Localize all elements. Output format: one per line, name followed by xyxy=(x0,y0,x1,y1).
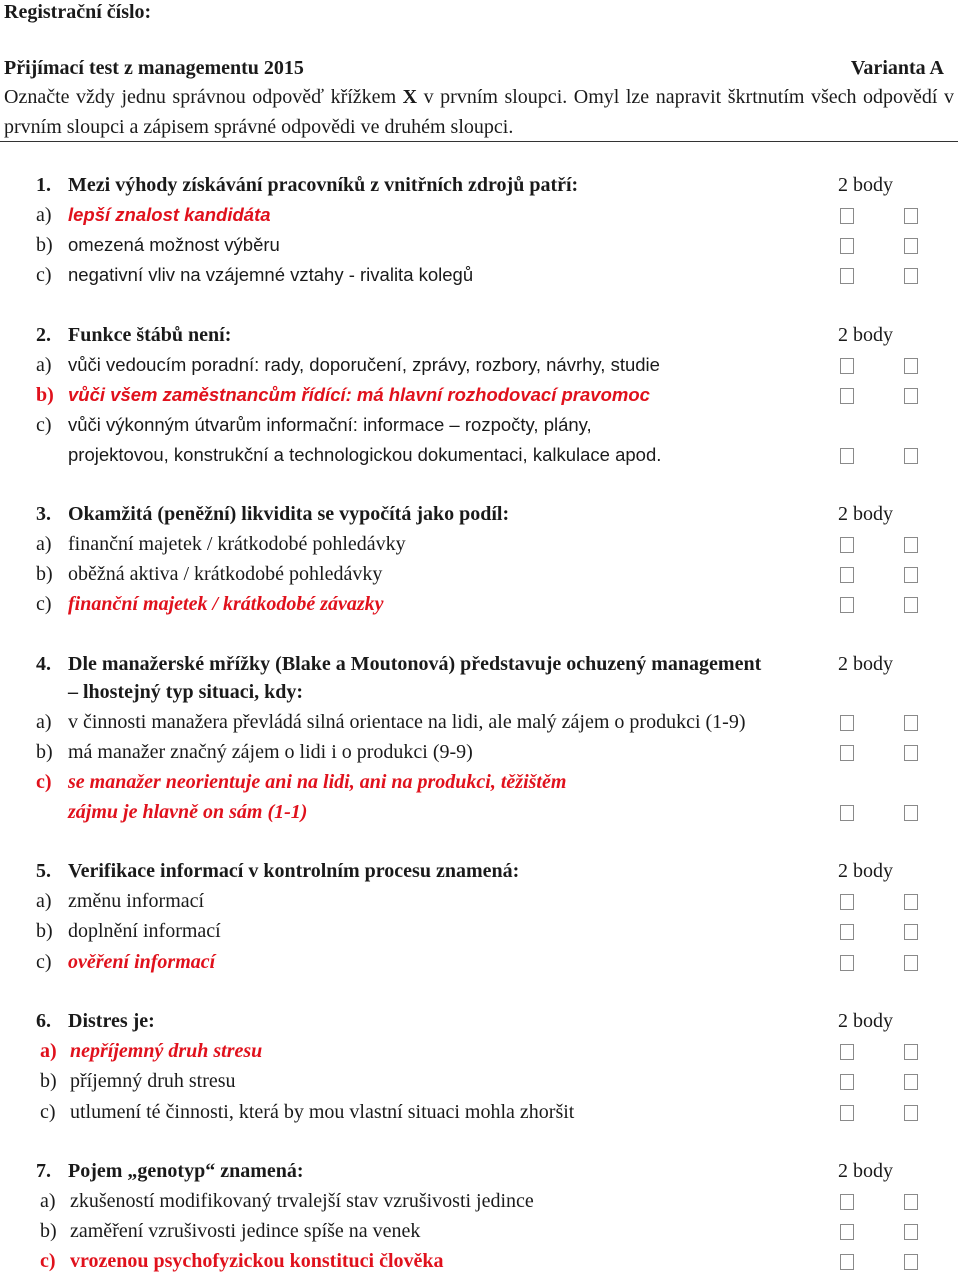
answer-checkbox-second[interactable] xyxy=(904,805,918,821)
answer-letter: a) xyxy=(36,890,52,912)
question-text-continued: – lhostejný typ situaci, kdy: xyxy=(68,681,304,703)
answer-checkbox-second[interactable] xyxy=(904,1224,918,1240)
answer-letter: a) xyxy=(40,1190,56,1212)
answer-letter: a) xyxy=(40,1040,57,1062)
answer-checkbox-first[interactable] xyxy=(840,1105,854,1121)
answer-text-correct: lepší znalost kandidáta xyxy=(68,204,271,225)
question-text: Pojem „genotyp“ znamená: xyxy=(68,1160,304,1182)
answer-letter: b) xyxy=(36,384,54,406)
question-points: 2 body xyxy=(838,1010,893,1032)
answer-checkbox-second[interactable] xyxy=(904,955,918,971)
answer-text: utlumení té činnosti, která by mou vlastní situaci mohla zhoršit xyxy=(70,1101,575,1123)
question-number: 2. xyxy=(36,324,51,346)
question-points: 2 body xyxy=(838,324,893,346)
answer-checkbox-second[interactable] xyxy=(904,924,918,940)
answer-letter: a) xyxy=(36,354,52,376)
answer-text: negativní vliv na vzájemné vztahy - rivalita kolegů xyxy=(68,264,474,285)
answer-letter: b) xyxy=(36,741,53,763)
instruction-text-2: v prvním sloupci. Omyl lze napravit škrtnutím všech odpovědí v prvním sloupci a zápisem správné odpovědi ve druhém sloupci. xyxy=(4,86,954,138)
question-number: 4. xyxy=(36,653,51,675)
answer-letter: c) xyxy=(36,951,52,973)
question-text: Dle manažerské mřížky (Blake a Moutonová) představuje ochuzený management xyxy=(68,653,762,675)
answer-checkbox-second[interactable] xyxy=(904,567,918,583)
answer-checkbox-first[interactable] xyxy=(840,1254,854,1270)
answer-checkbox-first[interactable] xyxy=(840,208,854,224)
answer-checkbox-second[interactable] xyxy=(904,1194,918,1210)
answer-checkbox-first[interactable] xyxy=(840,894,854,910)
answer-letter: a) xyxy=(36,533,52,555)
answer-checkbox-second[interactable] xyxy=(904,1044,918,1060)
answer-text: má manažer značný zájem o lidi i o produkci (9-9) xyxy=(68,741,473,763)
answer-text-correct: vůči všem zaměstnancům řídící: má hlavní rozhodovací pravomoc xyxy=(68,384,650,405)
answer-letter: b) xyxy=(40,1220,57,1242)
answer-text: doplnění informací xyxy=(68,920,221,942)
answer-text: příjemný druh stresu xyxy=(70,1070,236,1092)
question-number: 5. xyxy=(36,860,51,882)
answer-checkbox-first[interactable] xyxy=(840,567,854,583)
question-points: 2 body xyxy=(838,503,893,525)
answer-text-correct: nepříjemný druh stresu xyxy=(70,1040,263,1062)
question-text: Okamžitá (peněžní) likvidita se vypočítá jako podíl: xyxy=(68,503,510,525)
question-text: Funkce štábů není: xyxy=(68,324,232,346)
answer-checkbox-second[interactable] xyxy=(904,388,918,404)
header-divider xyxy=(0,141,958,142)
answer-checkbox-first[interactable] xyxy=(840,388,854,404)
answer-checkbox-first[interactable] xyxy=(840,537,854,553)
answer-text: finanční majetek / krátkodobé pohledávky xyxy=(68,533,406,555)
answer-checkbox-first[interactable] xyxy=(840,358,854,374)
answer-checkbox-second[interactable] xyxy=(904,358,918,374)
answer-checkbox-first[interactable] xyxy=(840,238,854,254)
question-points: 2 body xyxy=(838,860,893,882)
answer-checkbox-first[interactable] xyxy=(840,715,854,731)
answer-checkbox-first[interactable] xyxy=(840,1074,854,1090)
answer-text: vůči výkonným útvarům informační: informace – rozpočty, plány, xyxy=(68,414,592,435)
answer-checkbox-second[interactable] xyxy=(904,537,918,553)
answer-text: omezená možnost výběru xyxy=(68,234,280,255)
question-text: Distres je: xyxy=(68,1010,155,1032)
instructions xyxy=(4,82,954,142)
instruction-text-1: Označte vždy jednu správnou odpověď křížkem xyxy=(4,86,403,108)
answer-checkbox-first[interactable] xyxy=(840,805,854,821)
answer-text-correct: finanční majetek / krátkodobé závazky xyxy=(68,593,384,615)
question-number: 7. xyxy=(36,1160,51,1182)
answer-letter: b) xyxy=(40,1070,57,1092)
answer-letter: b) xyxy=(36,920,53,942)
exam-title: Přijímací test z managementu 2015 xyxy=(4,57,304,79)
answer-letter: a) xyxy=(36,204,52,226)
answer-text-continued: projektovou, konstrukční a technologickou dokumentaci, kalkulace apod. xyxy=(68,444,662,465)
answer-letter: c) xyxy=(40,1101,56,1123)
answer-letter: a) xyxy=(36,711,52,733)
answer-letter: c) xyxy=(40,1250,56,1272)
answer-text: vůči vedoucím poradní: rady, doporučení, zprávy, rozbory, návrhy, studie xyxy=(68,354,660,375)
question-points: 2 body xyxy=(838,174,893,196)
answer-text-correct: se manažer neorientuje ani na lidi, ani na produkci, těžištěm xyxy=(68,771,567,793)
answer-checkbox-first[interactable] xyxy=(840,1194,854,1210)
answer-checkbox-first[interactable] xyxy=(840,597,854,613)
answer-letter: c) xyxy=(36,593,52,615)
answer-checkbox-second[interactable] xyxy=(904,745,918,761)
answer-checkbox-second[interactable] xyxy=(904,448,918,464)
answer-checkbox-first[interactable] xyxy=(840,955,854,971)
question-number: 3. xyxy=(36,503,51,525)
answer-checkbox-first[interactable] xyxy=(840,745,854,761)
answer-checkbox-second[interactable] xyxy=(904,1105,918,1121)
question-text: Verifikace informací v kontrolním procesu znamená: xyxy=(68,860,520,882)
answer-checkbox-second[interactable] xyxy=(904,1074,918,1090)
answer-text: v činnosti manažera převládá silná orientace na lidi, ale malý zájem o produkci (1-9) xyxy=(68,711,746,733)
answer-checkbox-first[interactable] xyxy=(840,1044,854,1060)
question-points: 2 body xyxy=(838,1160,893,1182)
exam-header xyxy=(4,55,944,81)
question-points: 2 body xyxy=(838,653,893,675)
question-number: 1. xyxy=(36,174,51,196)
registration-number-label: Registrační číslo: xyxy=(4,1,152,23)
answer-checkbox-first[interactable] xyxy=(840,268,854,284)
answer-checkbox-first[interactable] xyxy=(840,924,854,940)
answer-checkbox-second[interactable] xyxy=(904,597,918,613)
answer-text-correct-continued: zájmu je hlavně on sám (1-1) xyxy=(68,801,308,823)
instruction-cross-mark: X xyxy=(402,86,418,108)
answer-text: zkušeností modifikovaný trvalejší stav vzrušivosti jedince xyxy=(70,1190,534,1212)
question-number: 6. xyxy=(36,1010,51,1032)
answer-text-correct: vrozenou psychofyzickou konstituci člověka xyxy=(70,1250,444,1272)
answer-letter: c) xyxy=(36,264,52,286)
answer-letter: c) xyxy=(36,771,52,793)
answer-checkbox-second[interactable] xyxy=(904,268,918,284)
answer-letter: c) xyxy=(36,414,52,436)
question-text: Mezi výhody získávání pracovníků z vnitřních zdrojů patří: xyxy=(68,174,579,196)
answer-letter: b) xyxy=(36,234,53,256)
answer-checkbox-second[interactable] xyxy=(904,208,918,224)
variant-label: Varianta A xyxy=(850,57,944,79)
answer-checkbox-second[interactable] xyxy=(904,715,918,731)
answer-text: změnu informací xyxy=(68,890,205,912)
answer-text-correct: ověření informací xyxy=(68,951,216,973)
answer-letter: b) xyxy=(36,563,53,585)
answer-text: oběžná aktiva / krátkodobé pohledávky xyxy=(68,563,383,585)
answer-checkbox-first[interactable] xyxy=(840,448,854,464)
answer-checkbox-second[interactable] xyxy=(904,238,918,254)
answer-checkbox-second[interactable] xyxy=(904,1254,918,1270)
answer-text: zaměření vzrušivosti jedince spíše na venek xyxy=(70,1220,421,1242)
answer-checkbox-first[interactable] xyxy=(840,1224,854,1240)
answer-checkbox-second[interactable] xyxy=(904,894,918,910)
